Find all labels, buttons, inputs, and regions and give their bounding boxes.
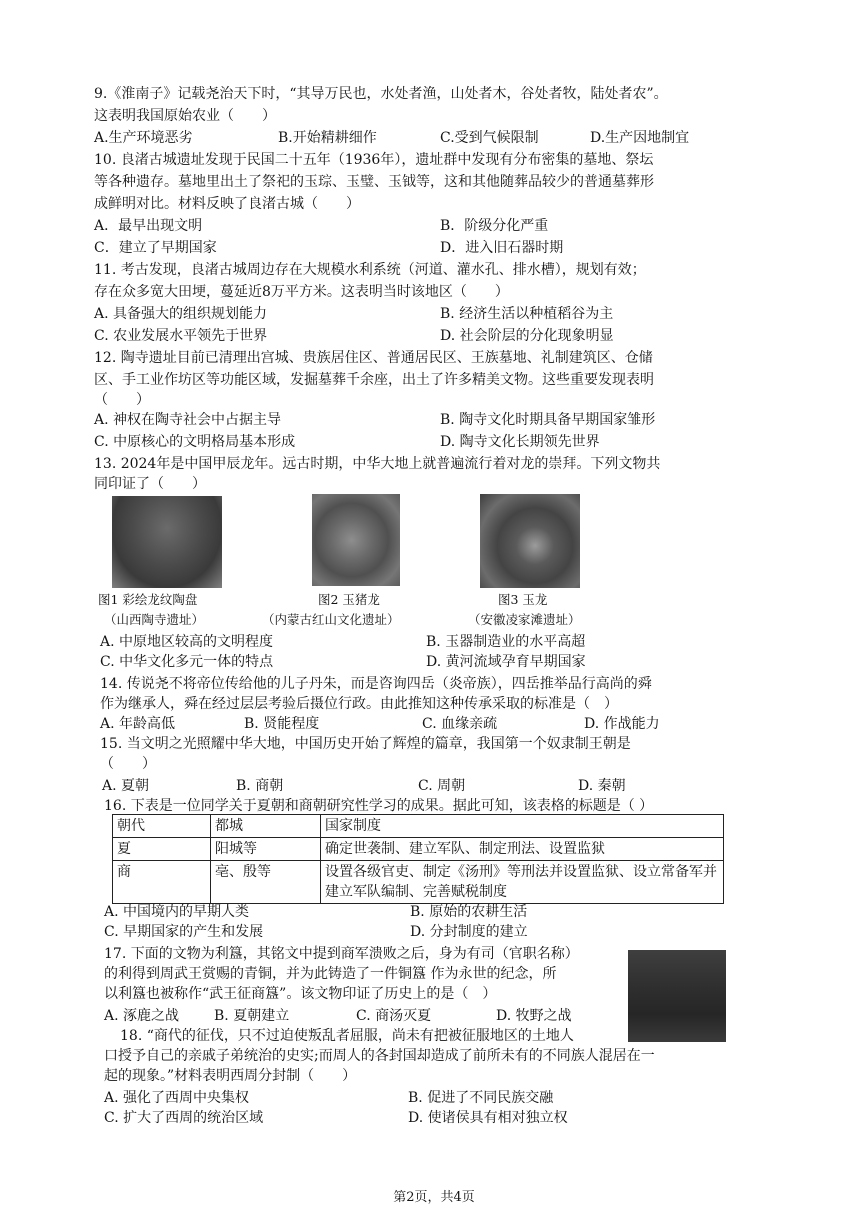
table-row (113, 861, 724, 904)
q16-stem-line1: 16. 下表是一位同学关于夏朝和商朝研究性学习的成果。据此可知，该表格的标题是（ ） (104, 798, 654, 814)
jade-dragon-image (480, 494, 580, 588)
q17-stem-line3: 以利簋也被称作“武王征商簋”。该文物印证了历史上的是（ ） (104, 986, 497, 1002)
q16-option-b: B. 原始的农耕生活 (410, 904, 528, 920)
q14-option-d: D. 作战能力 (584, 716, 660, 732)
q18-option-a: A. 强化了西周中央集权 (104, 1090, 250, 1106)
q11-stem-line2: 存在众多宽大田埂，蔓延近8万平方米。这表明当时该地区（ ） (94, 284, 509, 300)
q18-stem-line1: 18. “商代的征伐，只不过迫使叛乱者屈服，尚未有把被征服地区的土地人 (120, 1028, 574, 1044)
table-cell: 夏 (113, 838, 211, 861)
q18-option-b: B. 促进了不同民族交融 (408, 1090, 554, 1106)
q14-stem-line1: 14. 传说尧不将帝位传给他的儿子丹朱，而是咨询四岳（炎帝族），四岳推举品行高尚的舜 (100, 676, 652, 692)
q17-option-c: C. 商汤灭夏 (356, 1008, 432, 1024)
q10-option-a: A．最早出现文明 (94, 218, 203, 234)
q12-stem-line3: （ ） (94, 392, 150, 408)
q14-option-c: C. 血缘亲疏 (422, 716, 498, 732)
q13-option-c: C. 中华文化多元一体的特点 (100, 654, 274, 670)
q11-stem-line1: 11. 考古发现，良渚古城周边存在大规模水利系统（河道、灌水孔、排水槽），规划有效； (94, 262, 646, 278)
jade-pig-dragon-image (312, 494, 400, 586)
figure2-site: （内蒙古红山文化遗址） (262, 612, 400, 627)
q15-option-c: C. 周朝 (418, 778, 466, 794)
q11-option-a: A. 具备强大的组织规划能力 (94, 306, 268, 322)
figure3-site: （安徽凌家滩遗址） (468, 612, 581, 627)
q16-option-a: A. 中国境内的早期人类 (104, 904, 250, 920)
q13-option-b: B. 玉器制造业的水平高超 (426, 634, 586, 650)
q12-stem-line2: 区、手工业作坊区等功能区域，发掘墓葬千余座，出土了许多精美文物。这些重要发现表明 (94, 372, 654, 388)
figure2-caption: 图2 玉猪龙 (318, 592, 380, 607)
q9-option-b: B.开始精耕细作 (278, 130, 377, 146)
table-header-row (113, 815, 724, 838)
figure1-caption: 图1 彩绘龙纹陶盘 (98, 592, 198, 607)
figure1-site: （山西陶寺遗址） (104, 612, 205, 627)
table-cell: 亳、殷等 (211, 861, 321, 904)
page-number: 第2页，共4页 (393, 1190, 475, 1205)
q10-stem-line2: 等各种遗存。墓地里出土了祭祀的玉琮、玉璧、玉钺等，这和其他随葬品较少的普通墓葬形 (94, 174, 654, 190)
q17-stem-line2: 的利得到周武王赏赐的青铜，并为此铸造了一件铜簋 作为永世的纪念，所 (104, 966, 557, 982)
q15-stem-line2: （ ） (100, 756, 156, 772)
q11-option-b: B. 经济生活以种植稻谷为主 (440, 306, 614, 322)
q15-option-a: A. 夏朝 (102, 778, 150, 794)
table-cell: 确定世袭制、建立军队、制定刑法、设置监狱 (321, 838, 724, 861)
q14-option-b: B. 贤能程度 (244, 716, 320, 732)
q15-option-b: B. 商朝 (236, 778, 284, 794)
q15-stem-line1: 15. 当文明之光照耀中华大地，中国历史开始了辉煌的篇章，我国第一个奴隶制王朝是 (100, 736, 631, 752)
q10-stem-line3: 成鲜明对比。材料反映了良渚古城（ ） (94, 196, 360, 212)
q16-option-d: D. 分封制度的建立 (410, 924, 528, 940)
q10-stem-line1: 10. 良渚古城遗址发现于民国二十五年（1936年），遗址群中发现有分布密集的墓地、祭坛 (94, 152, 654, 168)
q11-option-d: D. 社会阶层的分化现象明显 (440, 328, 614, 344)
table-cell: 阳城等 (211, 838, 321, 861)
q12-option-c: C. 中原核心的文明格局基本形成 (94, 434, 296, 450)
table-header-cell: 国家制度 (321, 815, 724, 838)
li-gui-bronze-vessel-image (628, 950, 726, 1042)
figure3-caption: 图3 玉龙 (498, 592, 548, 607)
q15-option-d: D. 秦朝 (578, 778, 626, 794)
q13-stem-line1: 13. 2024年是中国甲辰龙年。远古时期，中华大地上就普遍流行着对龙的崇拜。下列文物共 (94, 456, 661, 472)
q9-option-d: D.生产因地制宜 (590, 130, 690, 146)
q10-option-b: B．阶级分化严重 (440, 218, 549, 234)
q14-option-a: A. 年龄高低 (100, 716, 176, 732)
q17-option-d: D. 牧野之战 (496, 1008, 572, 1024)
q18-option-c: C. 扩大了西周的统治区域 (104, 1110, 264, 1126)
q10-option-d: D．进入旧石器时期 (440, 240, 564, 256)
q13-option-d: D. 黄河流域孕育早期国家 (426, 654, 586, 670)
q12-option-a: A. 神权在陶寺社会中占据主导 (94, 412, 282, 428)
q12-option-d: D. 陶寺文化长期领先世界 (440, 434, 600, 450)
q18-stem-line2: 口授予自己的亲戚子弟统治的史实;而周人的各封国却造成了前所未有的不同族人混居在一 (104, 1048, 655, 1064)
dynasty-table (112, 814, 724, 904)
painted-dragon-pottery-plate-image (112, 496, 222, 588)
table-row (113, 838, 724, 861)
q17-option-a: A. 涿鹿之战 (104, 1008, 180, 1024)
table-header-cell: 朝代 (113, 815, 211, 838)
q17-option-b: B. 夏朝建立 (214, 1008, 290, 1024)
q18-option-d: D. 使诸侯具有相对独立权 (408, 1110, 568, 1126)
table-cell: 设置各级官吏、制定《汤刑》等刑法并设置监狱、设立常备军并建立军队编制、完善赋税制度 (321, 861, 724, 904)
table-cell: 商 (113, 861, 211, 904)
q9-option-a: A.生产环境恶劣 (94, 130, 193, 146)
q12-stem-line1: 12. 陶寺遗址目前已清理出宫城、贵族居住区、普通居民区、王族墓地、礼制建筑区、仓储 (94, 350, 653, 366)
q17-stem-line1: 17. 下面的文物为利簋，其铭文中提到商军溃败之后，身为有司（官职名称） (104, 946, 579, 962)
q16-option-c: C. 早期国家的产生和发展 (104, 924, 264, 940)
q11-option-c: C. 农业发展水平领先于世界 (94, 328, 268, 344)
q12-option-b: B. 陶寺文化时期具备早期国家雏形 (440, 412, 656, 428)
q14-stem-line2: 作为继承人，舜在经过层层考验后摄位行政。由此推知这种传承采取的标准是（ ） (100, 696, 618, 712)
q13-stem-line2: 同印证了（ ） (94, 476, 206, 492)
q18-stem-line3: 起的现象。”材料表明西周分封制（ ） (104, 1068, 357, 1084)
q13-option-a: A. 中原地区较高的文明程度 (100, 634, 274, 650)
q9-stem-line1: 9.《淮南子》记载尧治天下时，“其导万民也，水处者渔，山处者木，谷处者牧，陆处者农”。 (94, 86, 668, 102)
q9-option-c: C.受到气候限制 (440, 130, 539, 146)
q9-stem-line2: 这表明我国原始农业（ ） (94, 108, 276, 124)
table-header-cell: 都城 (211, 815, 321, 838)
q10-option-c: C．建立了早期国家 (94, 240, 217, 256)
